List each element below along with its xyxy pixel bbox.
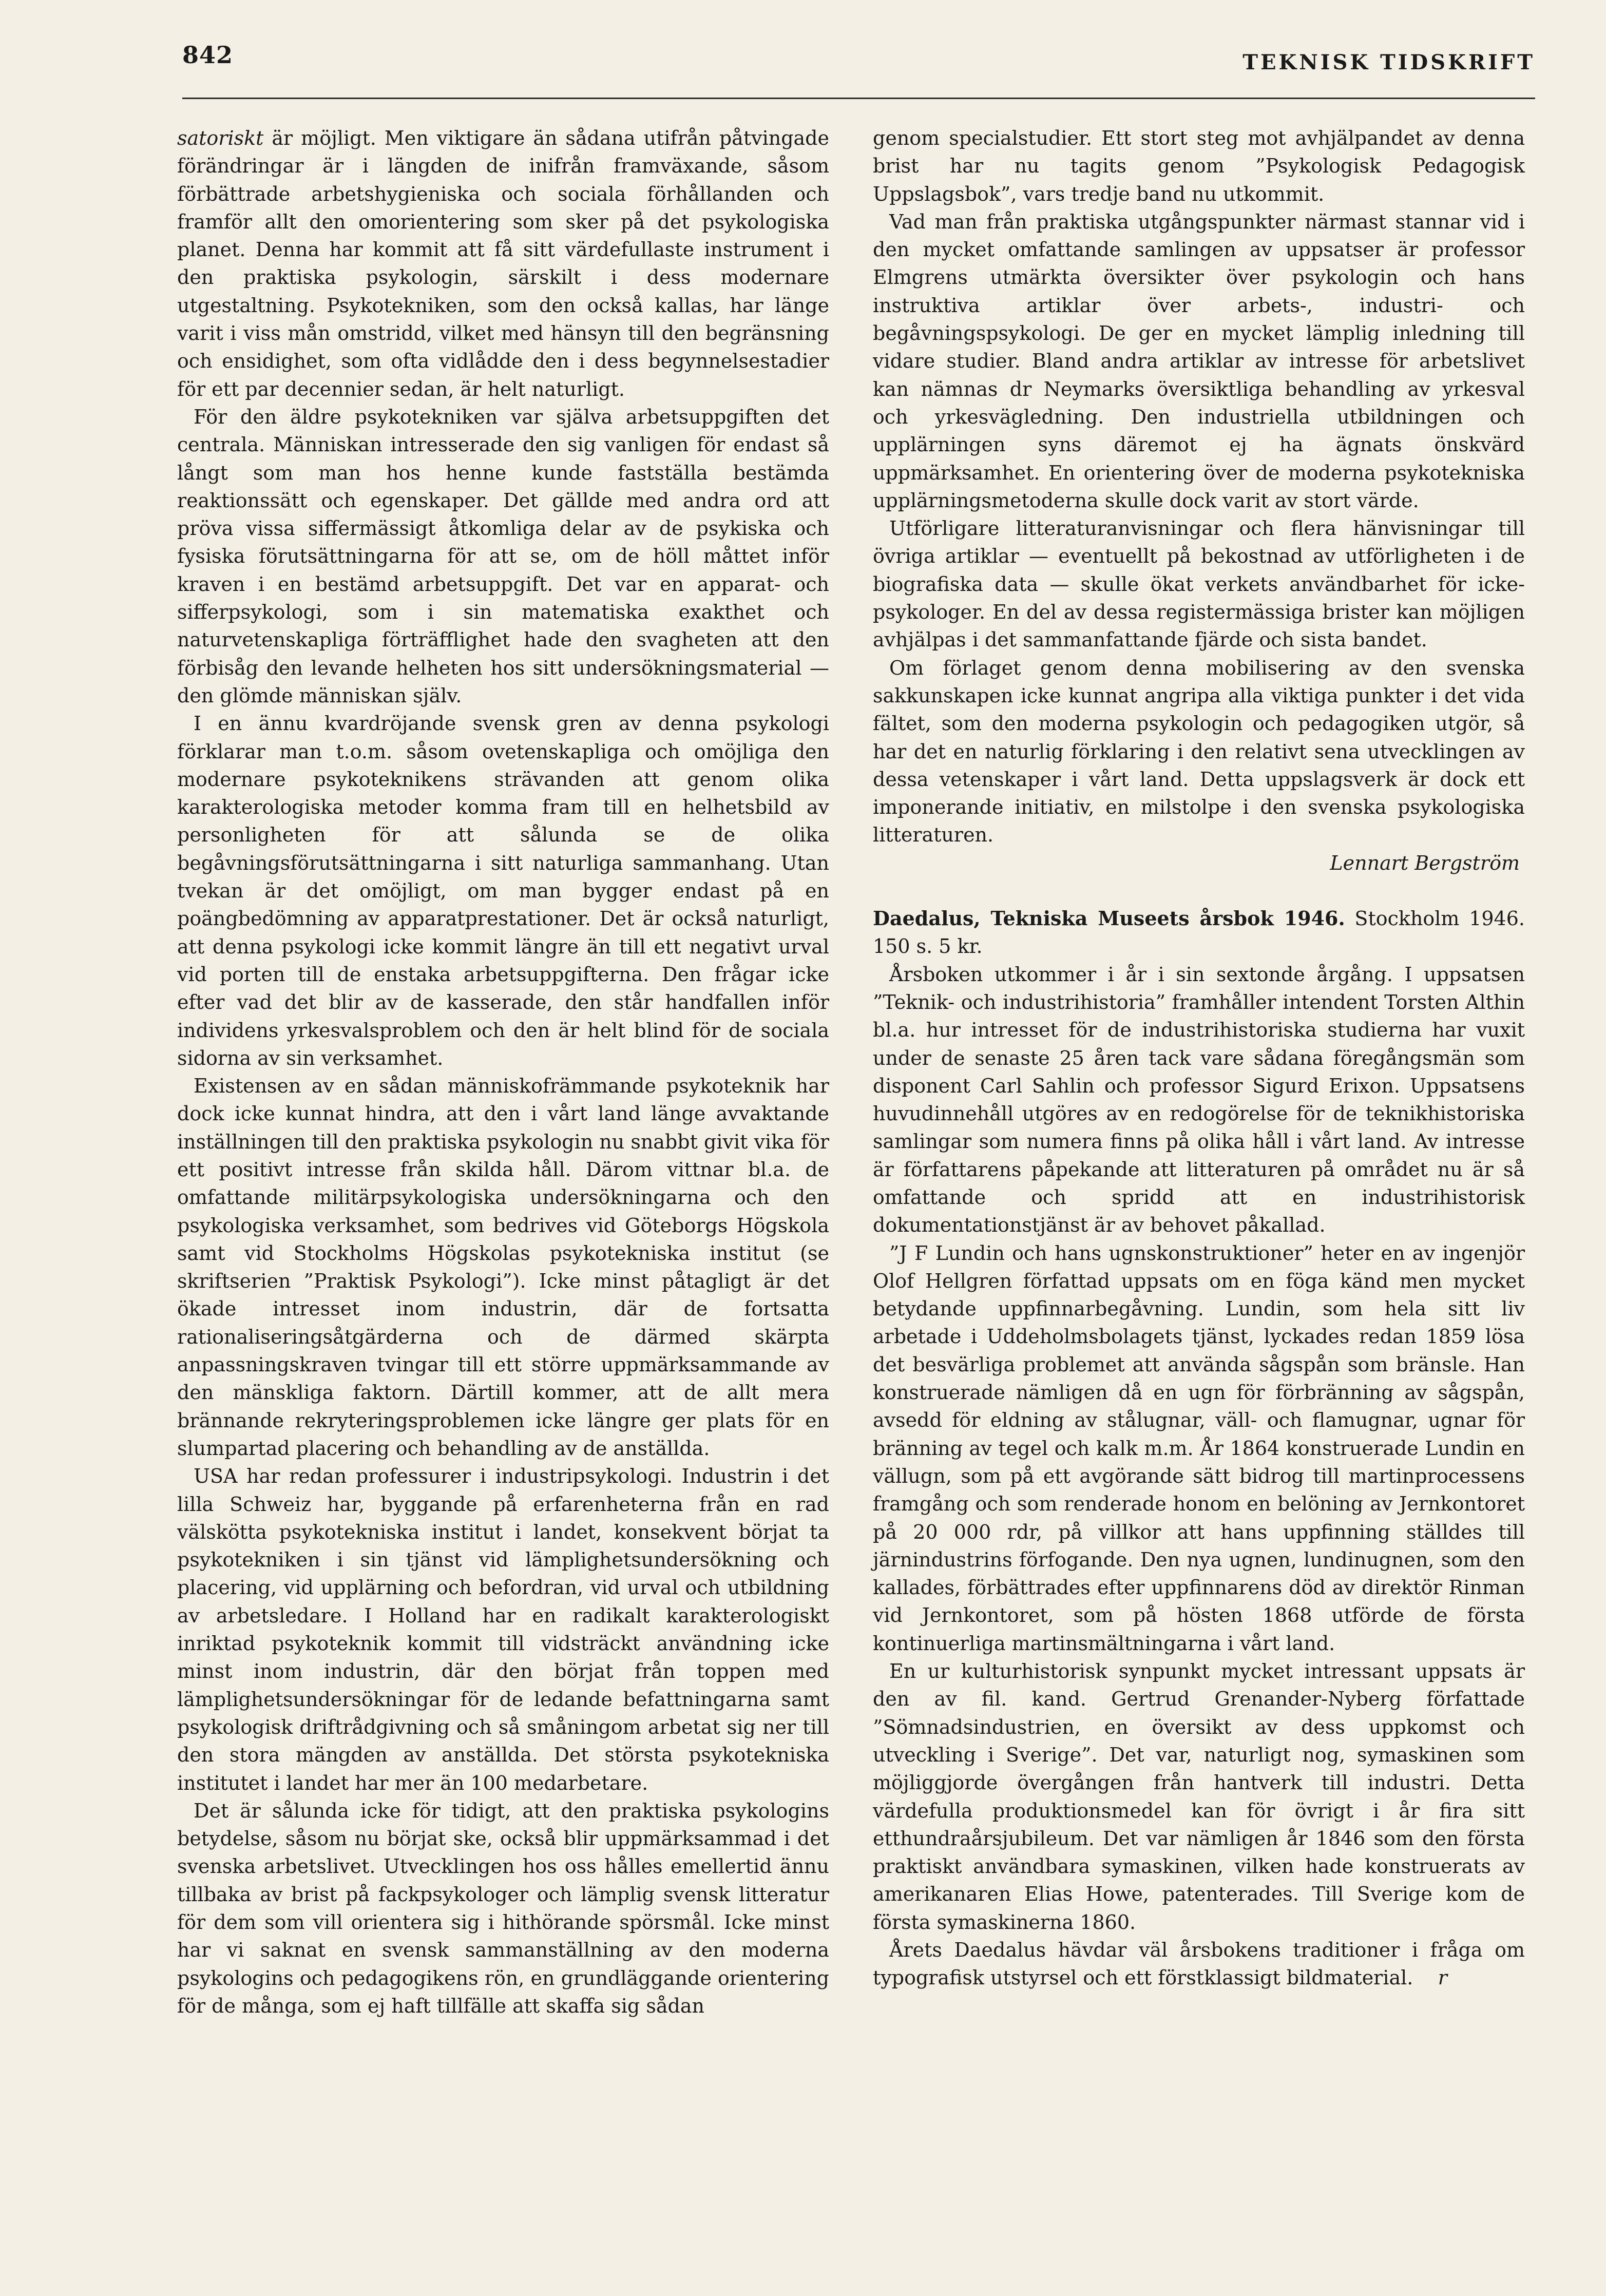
review-meta: Stockholm 1946. 150 s. 5 kr. (873, 907, 1525, 958)
left-column (177, 124, 829, 2020)
paragraph: USA har redan professurer i industripsykologi. Industrin i det lilla Schweiz har, byggande på erfarenheterna från en rad välskötta psykotekniska institut i landet, konsekvent börjat ta psykotekniken i sin tjänst vid lämplighetsundersökning och placering, vid upplärning och befordran, vid urval och utbildning av arbetsledare. I Holland har en radikalt karakterologiskt inriktad psykoteknik kommit till vidsträckt användning icke minst inom industrin, där den börjat från toppen med lämplighetsundersökningar för de ledande befattningarna samt psykologisk driftrådgivning och så småningom arbetat sig ner till den stora mängden av anställda. Det största psykotekniska institutet i landet har mer än 100 medarbetare. (177, 1465, 829, 1794)
paragraph: Vad man från praktiska utgångspunkter närmast stannar vid i den mycket omfattande samlingen av uppsatser är professor Elmgrens utmärkta översikter över psykologin och hans instruktiva artiklar över arbets-, industri- och begåvningspsykologi. De ger en mycket lämplig inledning till vidare studier. Bland andra artiklar av intresse för arbetslivet kan nämnas dr Neymarks översiktliga behandling av yrkesval och yrkesvägledning. Den industriella utbildningen och upplärningen syns däremot ej ha ägnats önskvärd uppmärksamhet. En orientering över de moderna psykotekniska upplärningsmetoderna skulle dock varit av stort värde. (873, 210, 1525, 512)
paragraph: I en ännu kvardröjande svensk gren av denna psykologi förklarar man t.o.m. såsom ovetenskapliga och omöjliga den modernare psykoteknikens strävanden att genom olika karakterologiska metoder komma fram till en helhetsbild av personligheten för att sålunda se de olika begåvningsförutsättningarna i sitt naturliga sammanhang. Utan tvekan är det omöjligt, om man bygger endast på en poängbedömning av apparatprestationer. Det är också naturligt, att denna psykologi icke kommit längre än till ett negativt urval vid porten till de enstaka arbetsuppgifterna. Den frågar icke efter vad det blir av de kasserade, den står handfallen inför individens yrkesvalsproblem och den är helt blind för de sociala sidorna av sin verksamhet. (177, 712, 829, 1069)
review-heading (873, 905, 1525, 961)
paragraph (873, 1936, 1525, 1992)
page-header (182, 41, 1535, 99)
paragraph: Existensen av en sådan människofrämmande psykoteknik har dock icke kunnat hindra, att den i vårt land länge avvaktande inställningen till den praktiska psykologin nu snabbt givit vika för ett positivt intresse från skilda håll. Därom vittnar bl.a. de omfattande militärpsykologiska undersökningarna och den psykologiska verksamhet, som bedrives vid Göteborgs Högskola samt vid Stockholms Högskolas psykotekniska institut (se skriftserien ”Praktisk Psykologi”). Icke minst påtagligt är det ökade intresset inom industrin, där de fortsatta rationaliseringsåtgärderna och de därmed skärpta anpassningskraven tvingar till ett större uppmärksammande av den mänskliga faktorn. Därtill kommer, att de allt mera brännande rekryteringsproblemen icke längre ger plats för en slumpartad placering och behandling av de anställda. (177, 1075, 829, 1460)
paragraph: Det är sålunda icke för tidigt, att den praktiska psykologins betydelse, såsom nu börjat ske, också blir uppmärksammad i det svenska arbetslivet. Utvecklingen hos oss hålles emellertid ännu tillbaka av brist på fackpsykologer och lämplig svensk litteratur för dem som vill orientera sig i hithörande spörsmål. Icke minst har vi saknat en svensk sammanställning av den moderna psykologins och pedagogikens rön, en grundläggande orientering för de många, som ej haft tillfälle att skaffa sig sådan (177, 1799, 829, 2017)
paragraph: ”J F Lundin och hans ugnskonstruktioner” heter en av ingenjör Olof Hellgren författad uppsats om en föga känd men mycket betydande uppfinnarbegåvning. Lundin, som hela sitt liv arbetade i Uddeholmsbolagets tjänst, lyckades redan 1859 lösa det besvärliga problemet att använda sågspån som bränsle. Han konstruerade nämligen då en ugn för förbränning av sågspån, avsedd för eldning av stålugnar, väll- och flamugnar, ugnar för bränning av tegel och kalk m.m. År 1864 konstruerade Lundin en vällugn, som på ett avgörande sätt bidrog till martinprocessens framgång och som renderade honom en belöning av Jernkontoret på 20 000 rdr, på villkor att hans uppfinning ställdes till järnindustrins förfogande. Den nya ugnen, lundinugnen, som den kallades, förbättrades efter uppfinnarens död av direktör Rinman vid Jernkontoret, som på hösten 1868 utförde de första kontinuerliga martinsmältningarna i vårt land. (873, 1241, 1525, 1655)
paragraph (177, 124, 829, 403)
paragraph: genom specialstudier. Ett stort steg mot avhjälpandet av denna brist har nu tagits genom ”Psykologisk Pedagogisk Uppslagsbok”, vars tredje band nu utkommit. (873, 127, 1525, 205)
paragraph-text: Årets Daedalus hävdar väl årsbokens traditioner i fråga om typografisk utstyrsel och ett förstklassigt bildmaterial. (873, 1939, 1525, 1989)
paragraph: Om förlaget genom denna mobilisering av den svenska sakkunskapen icke kunnat angripa alla viktiga punkter i det vida fältet, som den moderna psykologin och pedagogiken utgör, så har det en naturlig förklaring i den relativt sena utvecklingen av dessa vetenskaper i vårt land. Detta uppslagsverk är dock ett imponerande initiativ, en milstolpe i den svenska psykologiska litteraturen. (873, 656, 1525, 847)
italic-word: satoriskt (177, 127, 264, 149)
page-number: 842 (182, 41, 234, 69)
paragraph: En ur kulturhistorisk synpunkt mycket intressant uppsats är den av fil. kand. Gertrud Grenander-Nyberg författade ”Sömnadsindustrien, en översikt av dess uppkomst och utveckling i Sverige”. Det var, naturligt nog, symaskinen som möjliggjorde övergången från hantverk till industri. Detta värdefulla produktionsmedel kan för övrigt i år fira sitt etthundraårsjubileum. Det var nämligen år 1846 som den första praktiskt användbara symaskinen, vilken hade konstruerats av amerikanaren Elias Howe, patenterades. Till Sverige kom de första symaskinerna 1860. (873, 1660, 1525, 1934)
review-title: Daedalus, Tekniska Museets årsbok 1946. (873, 907, 1345, 930)
section-spacer (873, 877, 1525, 905)
journal-title: TEKNISK TIDSKRIFT (1242, 50, 1535, 74)
paragraph: Årsboken utkommer i år i sin sextonde årgång. I uppsatsen ”Teknik- och industrihistoria” framhåller intendent Torsten Althin bl.a. hur intresset för de industrihistoriska studierna har vuxit under de senaste 25 åren tack vare sådana föregångsmän som disponent Carl Sahlin och professor Sigurd Erixon. Uppsatsens huvudinnehåll utgöres av en redogörelse för de teknikhistoriska samlingar som numera finns på olika håll i vårt land. Av intresse är författarens påpekande att litteraturen på området nu är så omfattande och spridd att en industrihistorisk dokumentationstjänst är av behovet påkallad. (873, 963, 1525, 1237)
paragraph-text: är möjligt. Men viktigare än sådana utifrån påtvingade förändringar är i längden de inifrån framväxande, såsom förbättrade arbetshygieniska och sociala förhållanden och framför allt den omorientering som sker på det psykologiska planet. Denna har kommit att få sitt värdefullaste instrument i den praktiska psykologin, särskilt i dess modernare utgestaltning. Psykotekniken, som den också kallas, har länge varit i viss mån omstridd, vilket med hänsyn till den begränsning och ensidighet, som ofta vidlådde den i dess begynnelsestadier för ett par decennier sedan, är helt naturligt. (177, 127, 829, 400)
paragraph: Utförligare litteraturanvisningar och flera hänvisningar till övriga artiklar — eventuellt på bekostnad av utförligheten i de biografiska data — skulle ökat verkets användbarhet för icke-psykologer. En del av dessa registermässiga brister kan möjligen avhjälpas i det sammanfattande fjärde och sista bandet. (873, 517, 1525, 652)
right-column (873, 124, 1525, 1992)
signature: Lennart Bergström (1330, 851, 1520, 874)
paragraph: För den äldre psykotekniken var själva arbetsuppgiften det centrala. Människan intresserade den sig vanligen för endast så långt som man hos henne kunde fastställa bestämda reaktionssätt och egenskaper. Det gällde med andra ord att pröva vissa siffermässigt åtkomliga delar av de psykiska och fysiska förutsättningarna för att se, om de höll måttet inför kraven i en bestämd arbetsuppgift. Det var en apparat- och sifferpsykologi, som i sin matematiska exakthet och naturvetenskapliga förträfflighet hade den svagheten att den förbisåg den levande helheten hos sitt undersökningsmaterial — den glömde människan själv. (177, 405, 829, 707)
review-signature: r (1438, 1966, 1447, 1989)
